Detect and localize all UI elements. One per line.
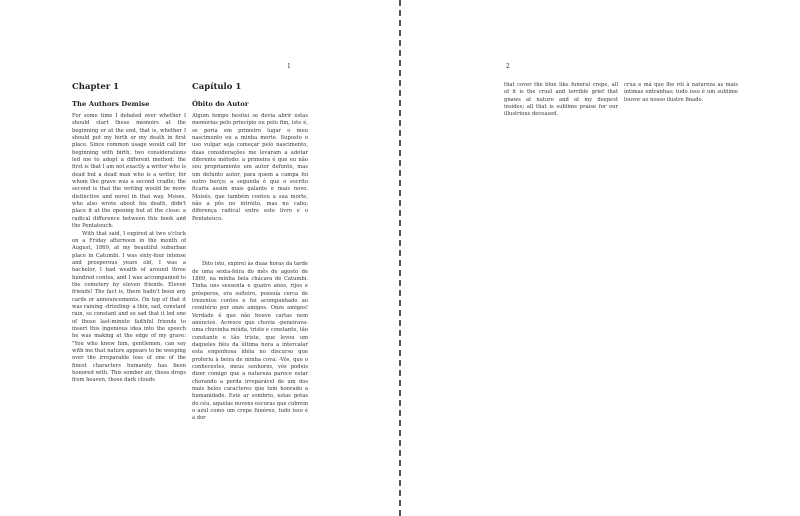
page-number: 2: [506, 63, 510, 70]
paragraph: that cover the blue like funeral crepe, all of it is the cruel and terrible grief that gnaws at nature and at my deepest insides; all that is sublime praise for our illustrious deceased.: [504, 82, 618, 118]
page-divider: [399, 0, 401, 516]
english-column: [72, 82, 186, 385]
portuguese-column: [624, 82, 738, 104]
paragraph: For some time I debated over whether I should start these memoirs at the beginning or at the end, that is, whether I should put my birth or my death in first place. Since common usage would call for beginning with birth, two considerations led me to adopt a different method: the first is that I am not exactly a writer who is dead but a dead man who is a writer, for whom the grave was a second cradle; the second is that the writing would be more distinctive and novel in that way. Moses, who also wrote about his death, didn't place it at the opening but at the close: a radical difference between this book and the Pentateuch.: [72, 113, 186, 230]
page-number: 1: [287, 63, 291, 70]
english-column: [504, 82, 618, 119]
chapter-heading: Chapter 1: [72, 82, 120, 92]
paragraph: With that said, I expired at two o'clock on a Friday afternoon in the month of August, 1869, at my beautiful suburban place in Catumbi. I was sixty-four intense and prosperous years old, I was a bachelor, I had wealth of around three hundred contos, and I was accompanied to the cemetery by eleven friends. Eleven friends! The fact is, there hadn't been any cards or announcements. On top of that it was raining -drizzling- a thin, sad, constant rain, so constant and so sad that it led one of those last-minute faithful friends to insert this ingenious idea into the speech he was making at the edge of my grave: "You who knew him, gentlemen, can say with me that nature appears to be weeping over the irreparable loss of one of the finest characters humanity has been honored with. This somber air, these drops from heaven, those dark clouds: [72, 230, 186, 384]
chapter-title: The Authors Demise: [72, 100, 150, 108]
chapter-heading: Capítulo 1: [192, 82, 242, 92]
page-1: [0, 0, 398, 516]
paragraph: Algum tempo hesitei se devia abrir estas memórias pelo princípio ou pelo fim, isto é, se poria em primeiro lugar o meu nascimento ou a minha morte. Suposto o uso vulgar seja começar pelo nascimento, duas considerações me levaram a adotar diferente método: a primeira é que eu não sou propriamente um autor defunto, mas um defunto autor, para quem a campa foi outro berço; a segunda é que o escrito ficaria assim mais galante e mais novo. Moisés, que também contou a sua morte, não a pôs no intróito, mas no cabo; diferença radical entre este livro e o Pentateuco.: [192, 113, 308, 222]
portuguese-column: [192, 82, 308, 423]
paragraph: Dito isto, expirei às duas horas da tarde de uma sexta-feira do mês de agosto de 1869, na minha bela chácara de Catumbi. Tinha uns sessenta e quatro anos, rijos e prósperos, era solteiro, possuía cerca de trezentos contos e fui acompanhado ao cemitério por onze amigos. Onze amigos! Verdade é que não houve cartas nem anúncios. Acresce que chovia -peneirava- uma chuvinha miúda, triste e constante, tão constante e tão triste, que levou um daqueles fiéis da última hora a intercalar esta engenhosa idéia no discurso que proferiu à beira de minha cova: -Vós, que o conhecestes, meus senhores, vós podeis dizer comigo que a natureza parece estar chorando a perda irreparável de um dos mais belos caracteres que tem honrado a humanidade. Este ar sombrio, estas gotas do céu, aquelas nuvens escuras que cobrem o azul como um crepe funéreo, tudo isso é a dor: [192, 261, 308, 422]
chapter-title: Óbito do Autor: [192, 100, 249, 108]
paragraph: crua e má que lhe rói à natureza as mais íntimas entranhas; tudo isso é um sublime louvor ao nosso ilustre finado.: [624, 82, 738, 103]
page-2: [402, 0, 800, 516]
